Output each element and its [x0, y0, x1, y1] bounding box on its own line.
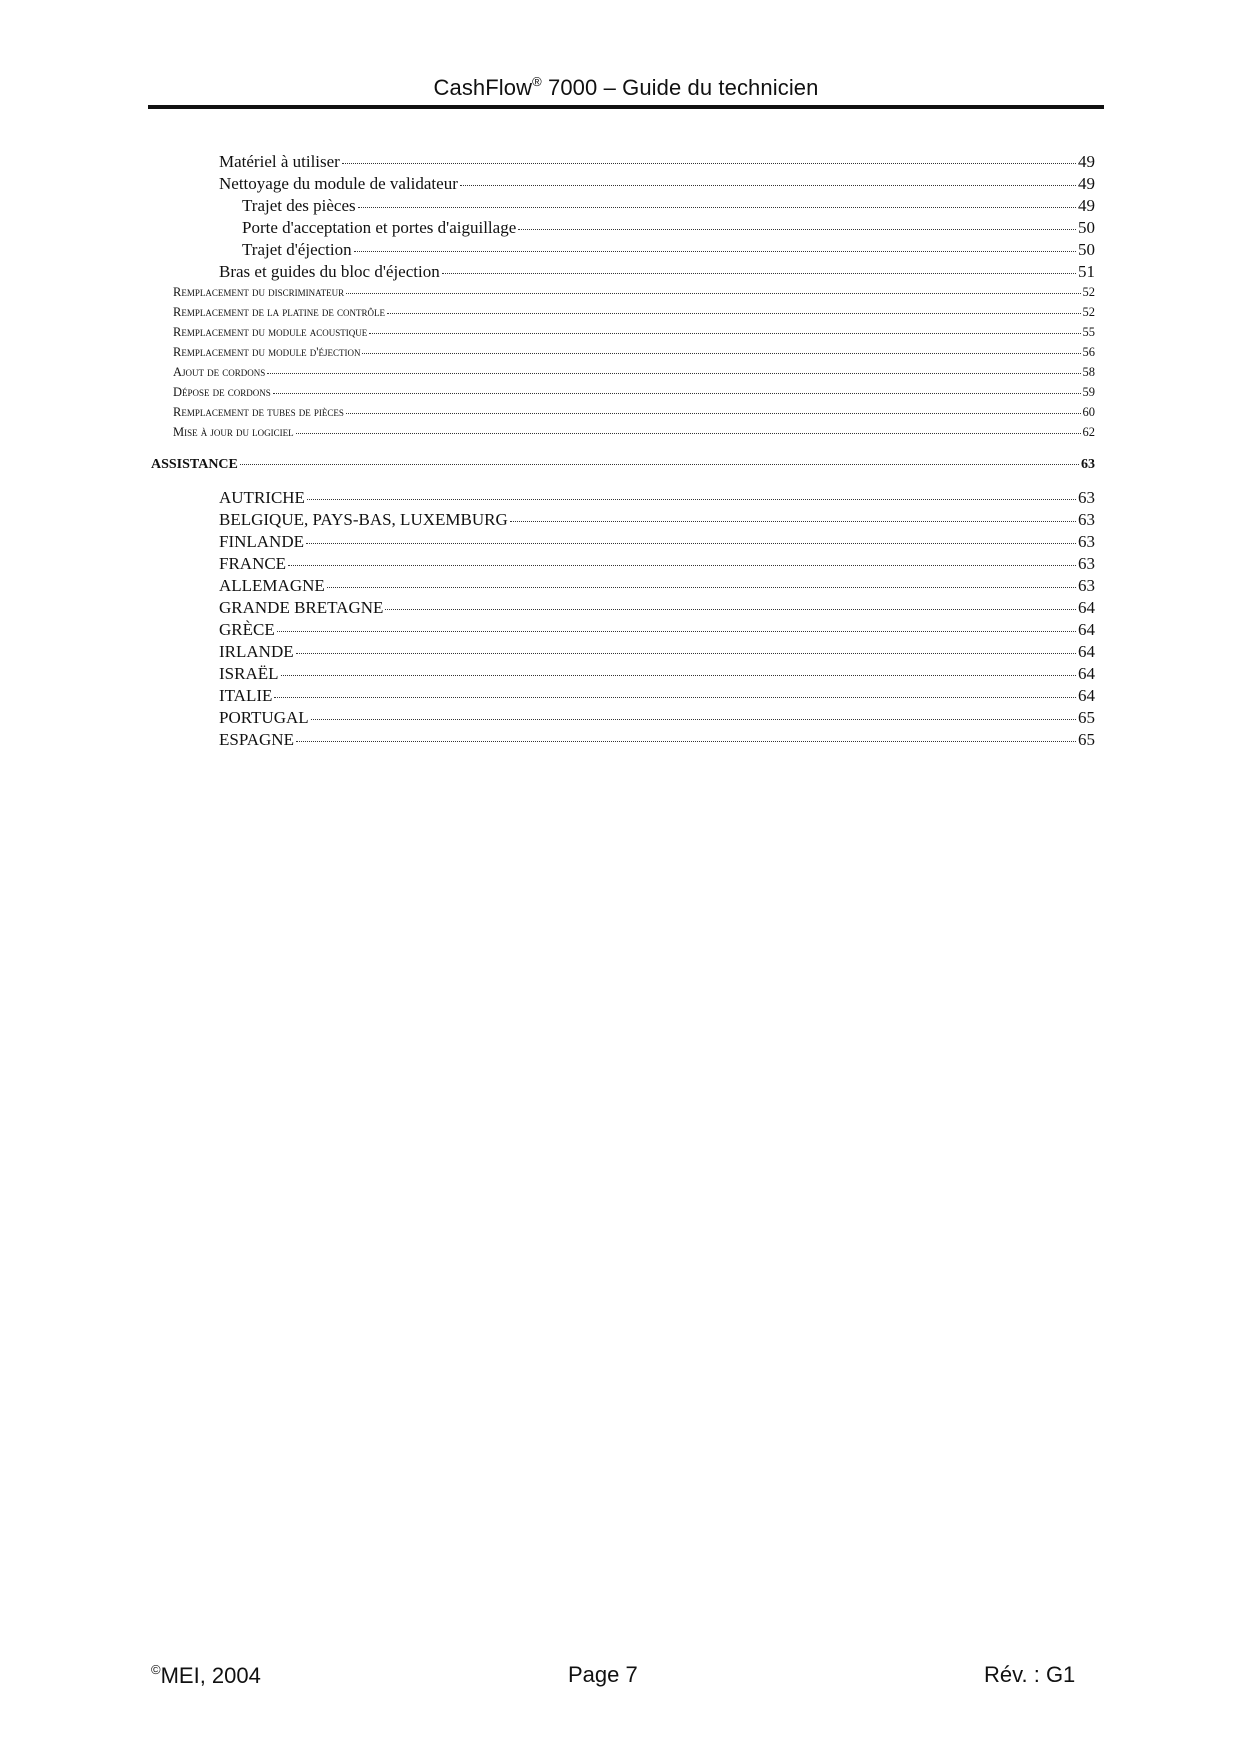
toc-entry[interactable] — [219, 686, 1095, 706]
toc-entry-page: 58 — [1082, 365, 1095, 379]
toc-entry-page: 49 — [1078, 196, 1095, 215]
dot-leader — [240, 464, 1079, 465]
toc-entry-label: PORTUGAL — [219, 708, 309, 727]
toc-entry-page: 63 — [1081, 457, 1095, 472]
toc-entry-page: 55 — [1082, 325, 1095, 339]
dot-leader — [346, 293, 1080, 294]
toc-entry[interactable] — [242, 218, 1095, 238]
copyright-symbol: © — [151, 1662, 161, 1677]
dot-leader — [311, 719, 1076, 720]
toc-entry[interactable] — [219, 642, 1095, 662]
dot-leader — [307, 499, 1076, 500]
toc-entry-page: 59 — [1082, 385, 1095, 399]
toc-entry-label: BELGIQUE, PAYS-BAS, LUXEMBURG — [219, 510, 508, 529]
toc-entry-page: 64 — [1078, 642, 1095, 661]
dot-leader — [273, 393, 1081, 394]
toc-entry[interactable] — [173, 325, 1095, 340]
dot-leader — [281, 675, 1077, 676]
header-title: 7000 – Guide du technicien — [541, 75, 819, 100]
toc-entry-label: Dépose de cordons — [173, 385, 271, 399]
toc-entry-page: 64 — [1078, 598, 1095, 617]
dot-leader — [442, 273, 1076, 274]
toc-entry-label: FRANCE — [219, 554, 287, 573]
toc-entry-label: FINLANDE — [219, 532, 304, 551]
page-header — [148, 74, 1104, 101]
toc-entry-label: Bras et guides du bloc d'éjection — [219, 262, 440, 281]
toc-entry[interactable] — [219, 532, 1095, 552]
dot-leader — [358, 207, 1076, 208]
dot-leader — [327, 587, 1076, 588]
dot-leader — [277, 631, 1076, 632]
dot-leader — [387, 313, 1081, 314]
toc-entry-page: 60 — [1082, 405, 1095, 419]
dot-leader — [346, 413, 1081, 414]
toc-entry[interactable] — [242, 196, 1095, 216]
toc-entry-page: 52 — [1082, 305, 1095, 319]
toc-entry-label: IRLANDE — [219, 642, 294, 661]
toc-entry-label: Mise à jour du logiciel — [173, 425, 294, 439]
toc-entry-label: ALLEMAGNE — [219, 576, 325, 595]
toc-entry-page: 52 — [1082, 285, 1095, 299]
dot-leader — [510, 521, 1076, 522]
toc-entry-label: ASSISTANCE — [151, 457, 238, 472]
toc-entry-label: Remplacement de la platine de contrôle — [173, 305, 385, 319]
footer-page-number: Page 7 — [568, 1662, 638, 1687]
toc-entry-label: Trajet des pièces — [242, 196, 356, 215]
toc-entry[interactable] — [219, 664, 1095, 684]
toc-entry-label: Porte d'acceptation et portes d'aiguillage — [242, 218, 517, 237]
toc-entry-page: 50 — [1078, 240, 1095, 259]
toc-entry[interactable] — [242, 240, 1095, 260]
toc-entry-page: 50 — [1078, 218, 1095, 237]
toc-entry[interactable] — [173, 305, 1095, 320]
toc-entry-label: ESPAGNE — [219, 730, 294, 749]
toc-entry[interactable] — [219, 708, 1095, 728]
dot-leader — [288, 565, 1076, 566]
toc-entry[interactable] — [173, 345, 1095, 360]
toc-entry-page: 62 — [1082, 425, 1095, 439]
dot-leader — [306, 543, 1076, 544]
toc-entry[interactable] — [219, 730, 1095, 750]
toc-entry-label: Matériel à utiliser — [219, 152, 340, 171]
toc-entry-label: ITALIE — [219, 686, 273, 705]
toc-entry-label: Nettoyage du module de validateur — [219, 174, 458, 193]
toc-entry[interactable] — [219, 488, 1095, 508]
toc-entry-page: 49 — [1078, 152, 1095, 171]
toc-entry-label: AUTRICHE — [219, 488, 305, 507]
toc-entry-page: 64 — [1078, 620, 1095, 639]
toc-entry-label: Ajout de cordons — [173, 365, 266, 379]
dot-leader — [274, 697, 1076, 698]
dot-leader — [362, 353, 1080, 354]
toc-entry-page: 64 — [1078, 686, 1095, 705]
dot-leader — [385, 609, 1076, 610]
toc-entry-page: 49 — [1078, 174, 1095, 193]
toc-entry-label: GRÈCE — [219, 620, 275, 639]
toc-entry[interactable] — [219, 152, 1095, 172]
dot-leader — [342, 163, 1076, 164]
header-rule — [148, 105, 1104, 109]
toc-entry[interactable] — [173, 285, 1095, 300]
toc-entry[interactable] — [173, 405, 1095, 420]
footer-revision: Rév. : G1 — [984, 1662, 1076, 1687]
toc-chapter-entry[interactable] — [151, 457, 1095, 473]
toc-entry[interactable] — [219, 554, 1095, 574]
dot-leader — [518, 229, 1076, 230]
toc-entry-page: 63 — [1078, 576, 1095, 595]
toc-entry-page: 65 — [1078, 708, 1095, 727]
toc-entry-label: Trajet d'éjection — [242, 240, 352, 259]
toc-entry[interactable] — [173, 385, 1095, 400]
dot-leader — [296, 653, 1076, 654]
toc-entry-label: GRANDE BRETAGNE — [219, 598, 384, 617]
copyright-text: MEI, 2004 — [160, 1663, 261, 1688]
dot-leader — [296, 741, 1076, 742]
dot-leader — [369, 333, 1080, 334]
toc-entry[interactable] — [219, 620, 1095, 640]
toc-entry-page: 65 — [1078, 730, 1095, 749]
toc-entry-page: 63 — [1078, 554, 1095, 573]
toc-entry-page: 63 — [1078, 510, 1095, 529]
toc-entry[interactable] — [219, 598, 1095, 618]
dot-leader — [460, 185, 1076, 186]
toc-entry-page: 56 — [1082, 345, 1095, 359]
dot-leader — [296, 433, 1081, 434]
toc-entry[interactable] — [173, 365, 1095, 380]
dot-leader — [354, 251, 1076, 252]
toc-entry-page: 64 — [1078, 664, 1095, 683]
toc-entry[interactable] — [219, 576, 1095, 596]
toc-entry-page: 51 — [1078, 262, 1095, 281]
toc-entry[interactable] — [219, 174, 1095, 194]
toc-entry-page: 63 — [1078, 532, 1095, 551]
toc-entry[interactable] — [173, 425, 1095, 440]
toc-entry[interactable] — [219, 262, 1095, 282]
dot-leader — [267, 373, 1080, 374]
footer-copyright — [151, 1662, 261, 1689]
trademark-symbol: ® — [532, 74, 542, 89]
toc-entry-label: Remplacement du discriminateur — [173, 285, 345, 299]
toc-entry-label: Remplacement de tubes de pièces — [173, 405, 344, 419]
toc-entry-label: ISRAËL — [219, 664, 279, 683]
toc-entry-label: Remplacement du module acoustique — [173, 325, 368, 339]
toc-entry-label: Remplacement du module d'éjection — [173, 345, 361, 359]
toc-entry[interactable] — [219, 510, 1095, 530]
toc-entry-page: 63 — [1078, 488, 1095, 507]
header-brand: CashFlow — [433, 75, 533, 100]
